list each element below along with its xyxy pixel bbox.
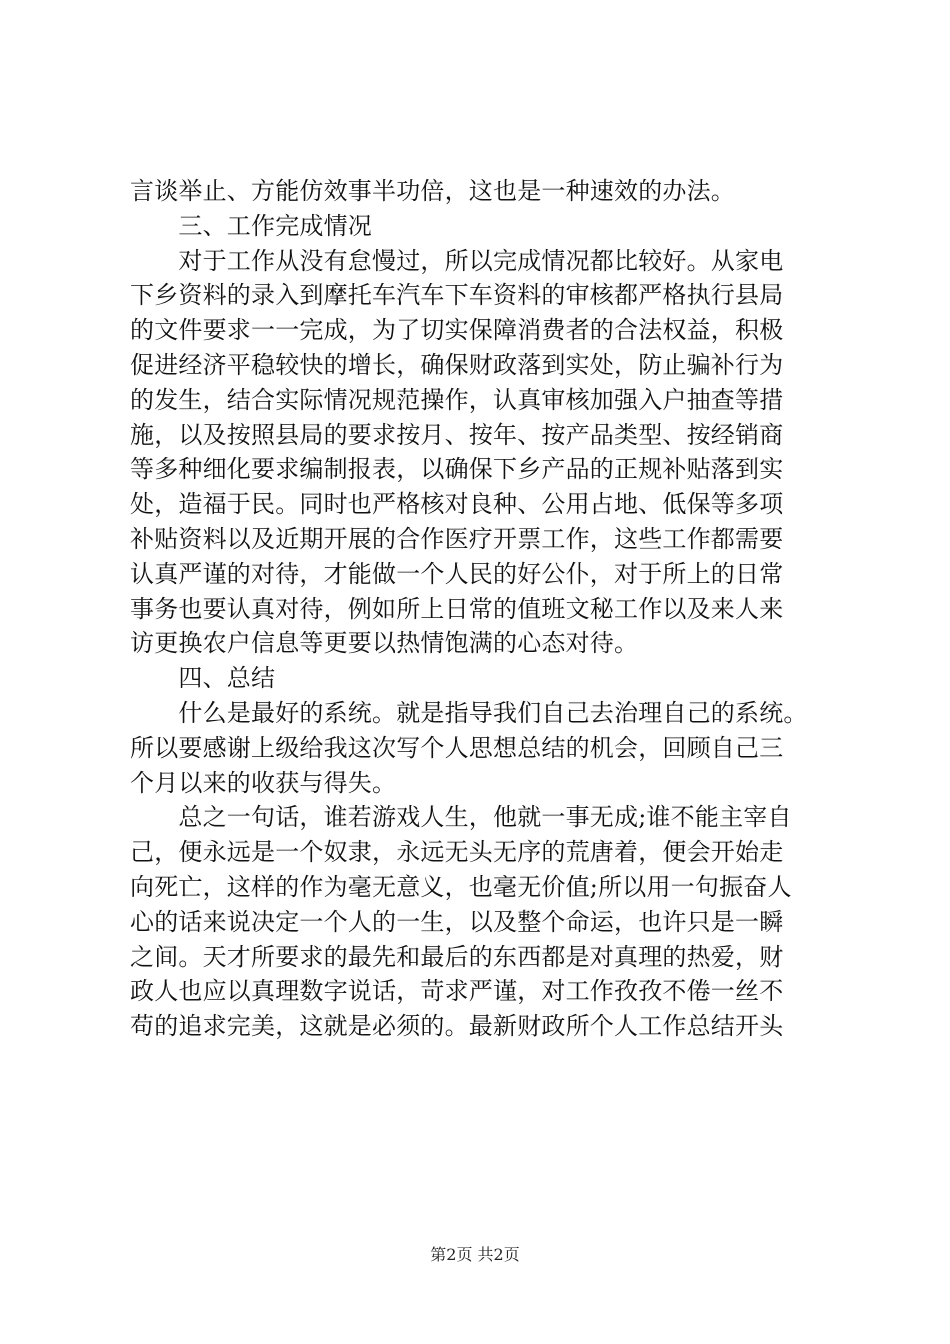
text-line: 个月以来的收获与得失。	[130, 768, 397, 797]
text-line: 向死亡，这样的作为毫无意义，也毫无价值;所以用一句振奋人	[130, 872, 792, 901]
text-line: 政人也应以真理数字说话，苛求严谨，对工作孜孜不倦一丝不	[130, 977, 784, 1006]
page-footer: 第2页 共2页	[430, 1245, 520, 1264]
section-heading: 四、总结	[130, 664, 276, 693]
text-line: 的文件要求一一完成，为了切实保障消费者的合法权益，积极	[130, 316, 784, 345]
text-line: 下乡资料的录入到摩托车汽车下车资料的审核都严格执行县局	[130, 281, 784, 310]
text-line: 施，以及按照县局的要求按月、按年、按产品类型、按经销商	[130, 420, 784, 449]
text-line: 事务也要认真对待，例如所上日常的值班文秘工作以及来人来	[130, 594, 784, 623]
text-line: 访更换农户信息等更要以热情饱满的心态对待。	[130, 629, 639, 658]
text-line: 什么是最好的系统。就是指导我们自己去治理自己的系统。	[130, 698, 808, 727]
text-line: 认真严谨的对待，才能做一个人民的好公仆，对于所上的日常	[130, 559, 784, 588]
text-line: 苟的追求完美，这就是必须的。最新财政所个人工作总结开头	[130, 1012, 784, 1041]
section-heading: 三、工作完成情况	[130, 211, 372, 240]
text-line: 己，便永远是一个奴隶，永远无头无序的荒唐着，便会开始走	[130, 838, 784, 867]
text-line: 总之一句话，谁若游戏人生，他就一事无成;谁不能主宰自	[130, 803, 792, 832]
text-line: 对于工作从没有怠慢过，所以完成情况都比较好。从家电	[130, 246, 784, 275]
text-line: 的发生，结合实际情况规范操作，认真审核加强入户抽查等措	[130, 385, 784, 414]
text-line: 之间。天才所要求的最先和最后的东西都是对真理的热爱，财	[130, 942, 784, 971]
body-text	[130, 174, 850, 1044]
text-line: 补贴资料以及近期开展的合作医疗开票工作，这些工作都需要	[130, 524, 784, 553]
text-line: 心的话来说决定一个人的一生，以及整个命运，也许只是一瞬	[130, 907, 784, 936]
text-line: 等多种细化要求编制报表，以确保下乡产品的正规补贴落到实	[130, 455, 784, 484]
text-line: 处，造福于民。同时也严格核对良种、公用占地、低保等多项	[130, 490, 784, 519]
text-line: 言谈举止、方能仿效事半功倍，这也是一种速效的办法。	[130, 177, 735, 205]
text-line: 所以要感谢上级给我这次写个人思想总结的机会，回顾自己三	[130, 733, 784, 762]
text-line: 促进经济平稳较快的增长，确保财政落到实处，防止骗补行为	[130, 350, 784, 379]
